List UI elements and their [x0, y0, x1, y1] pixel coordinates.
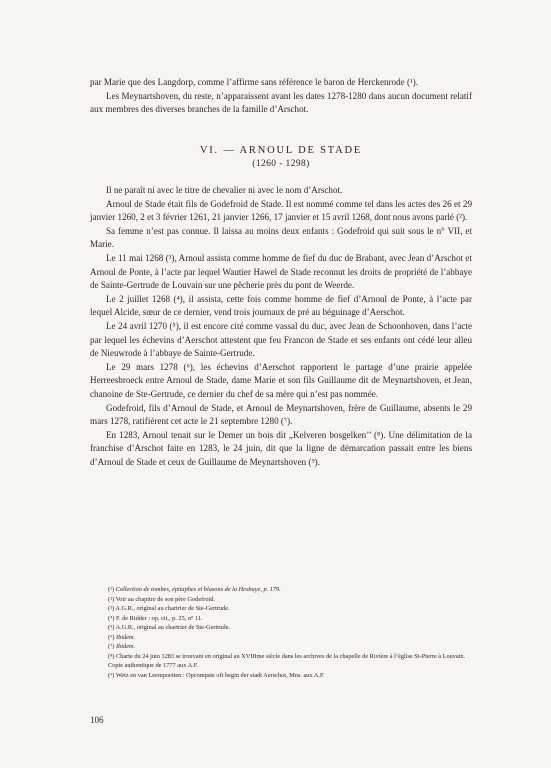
paragraph: Le 11 mai 1268 (³), Arnoul assista comme homme de fief du duc de Brabant, avec Jean d’Arschot et Arnoul de Ponte, à l’acte par lequel Wautier Hawel de Stade reconnut les droits de propriété de l’abbaye de Sainte-Gertrude de Louvain sur une pêcherie près du pont de Weerde. — [90, 252, 472, 291]
footnote-number: (⁷) — [108, 643, 115, 650]
footnote-number: (⁶) — [108, 633, 115, 641]
footnote — [108, 633, 466, 643]
footnote-text: Ibidem. — [115, 633, 136, 641]
footnote — [108, 671, 466, 681]
intro-paragraph — [90, 76, 472, 117]
footnote-number: (⁵) — [108, 624, 115, 631]
paragraph: Le 2 juillet 1268 (⁴), il assista, cette fois comme homme de fief d’Arnoul de Ponte, à l’acte par lequel Alcide, sœur de ce dernier, vend trois journaux de pré au béguinage d’Aerschot. — [90, 293, 472, 318]
footnote-text: Wetz en van Leempoetten : Opcompste oft begin der stadt Aerschot, Mns. aux A.F. — [115, 671, 325, 679]
main-text — [90, 184, 472, 469]
footnote-text: Collection de tombes, épitaphes et blasons de la Hesbaye, p. 179. — [115, 586, 281, 593]
footnote — [108, 614, 466, 624]
footnote — [108, 585, 466, 595]
footnote-number: (⁴) — [108, 614, 115, 622]
paragraph: Godefroid, fils d’Arnoul de Stade, et Arnoul de Meynartshoven, frère de Guillaume, absents le 29 mars 1278, ratifièrent cet acte le 21 septembre 1280 (⁷). — [90, 402, 472, 427]
footnote — [108, 652, 466, 671]
footnote-text: Ibidem. — [115, 643, 136, 650]
section-title: VI. — ARNOUL DE STADE — [199, 145, 363, 156]
footnote-number: (⁸) — [108, 652, 115, 660]
footnotes — [108, 585, 466, 680]
paragraph: Arnoul de Stade était fils de Godefroid de Stade. Il est nommé comme tel dans les actes des 26 et 29 janvier 1260, 2 et 3 février 1261, 21 janvier 1266, 17 janvier et 15 avril 1268, dont nous avons parlé (²). — [90, 198, 472, 223]
footnote-text: Charte du 24 juin 1283 se trouvant en original au XVIIIme siècle dans les archives de la chapelle de Rivière à l’église St-Pierre à Louvain. Copie authentique de 1777 aux A.F. — [108, 652, 466, 669]
footnote-number: (⁹) — [108, 671, 115, 679]
footnote-text: A.G.R., original au chartrier de Ste-Gertrude. — [115, 605, 230, 612]
intro-line-2: Les Meynartshoven, du reste, n’apparaissent avant les dates 1278-1280 dans aucun document relatif aux membres des diverses branches de la famille d’Arschot. — [90, 90, 472, 115]
footnote-number: (²) — [108, 595, 115, 603]
paragraph: Il ne paraît ni avec le titre de chevalier ni avec le nom d’Arschot. — [106, 185, 343, 195]
footnote — [108, 642, 466, 652]
section-dates: (1260 - 1298) — [252, 159, 310, 169]
footnote-text: A.G.R., original au chartrier de Ste-Gertrude. — [115, 624, 230, 631]
footnote-number: (³) — [108, 605, 115, 612]
footnote-text: Voir au chapitre de son père Godefroid. — [115, 595, 215, 603]
paragraph: Sa femme n’est pas connue. Il laissa au moins deux enfants : Godefroid qui suit sous le n° VII, et Marie. — [90, 225, 472, 250]
footnote — [108, 595, 466, 605]
paragraph: Le 24 avril 1270 (⁵), il est encore cité comme vassal du duc, avec Jean de Schoonhoven, dans l’acte par lequel les échevins d’Aerschot attestent que feu Francon de Stade et ses enfants ont cédé leur alleu de Nieuwrode à l’abbaye de Sainte-Gertrude. — [90, 320, 472, 359]
footnote — [108, 604, 466, 614]
intro-line-1: par Marie que des Langdorp, comme l’affirme sans référence le baron de Herckenrode (¹). — [90, 77, 419, 87]
footnote-text: F. de Ridder : op. cit., p. 25, n° 11. — [115, 614, 203, 622]
paragraph: En 1283, Arnoul tenait sur le Demer un bois dit „Kelveren bosgelken’’ (⁸). Une délimitation de la franchise d’Arschot faite en 1283, le 24 juin, dit que la ligne de démarcation passait entre les biens d’Arnoul de Stade et ceux de Guillaume de Meynartshoven (⁹). — [90, 429, 472, 467]
footnote — [108, 623, 466, 633]
footnote-number: (¹) — [108, 586, 115, 593]
page-number: 106 — [90, 715, 104, 725]
paragraph: Le 29 mars 1278 (⁶), les échevins d’Aerschot rapportent le partage d’une prairie appelée Herreesbroeck entre Arnoul de Stade, dame Marie et son fils Guillaume dit de Meynartshoven, et Jean, chanoine de Ste-Gertrude, ce dernier du chef de sa mère qui n’est pas nommée. — [90, 361, 472, 399]
